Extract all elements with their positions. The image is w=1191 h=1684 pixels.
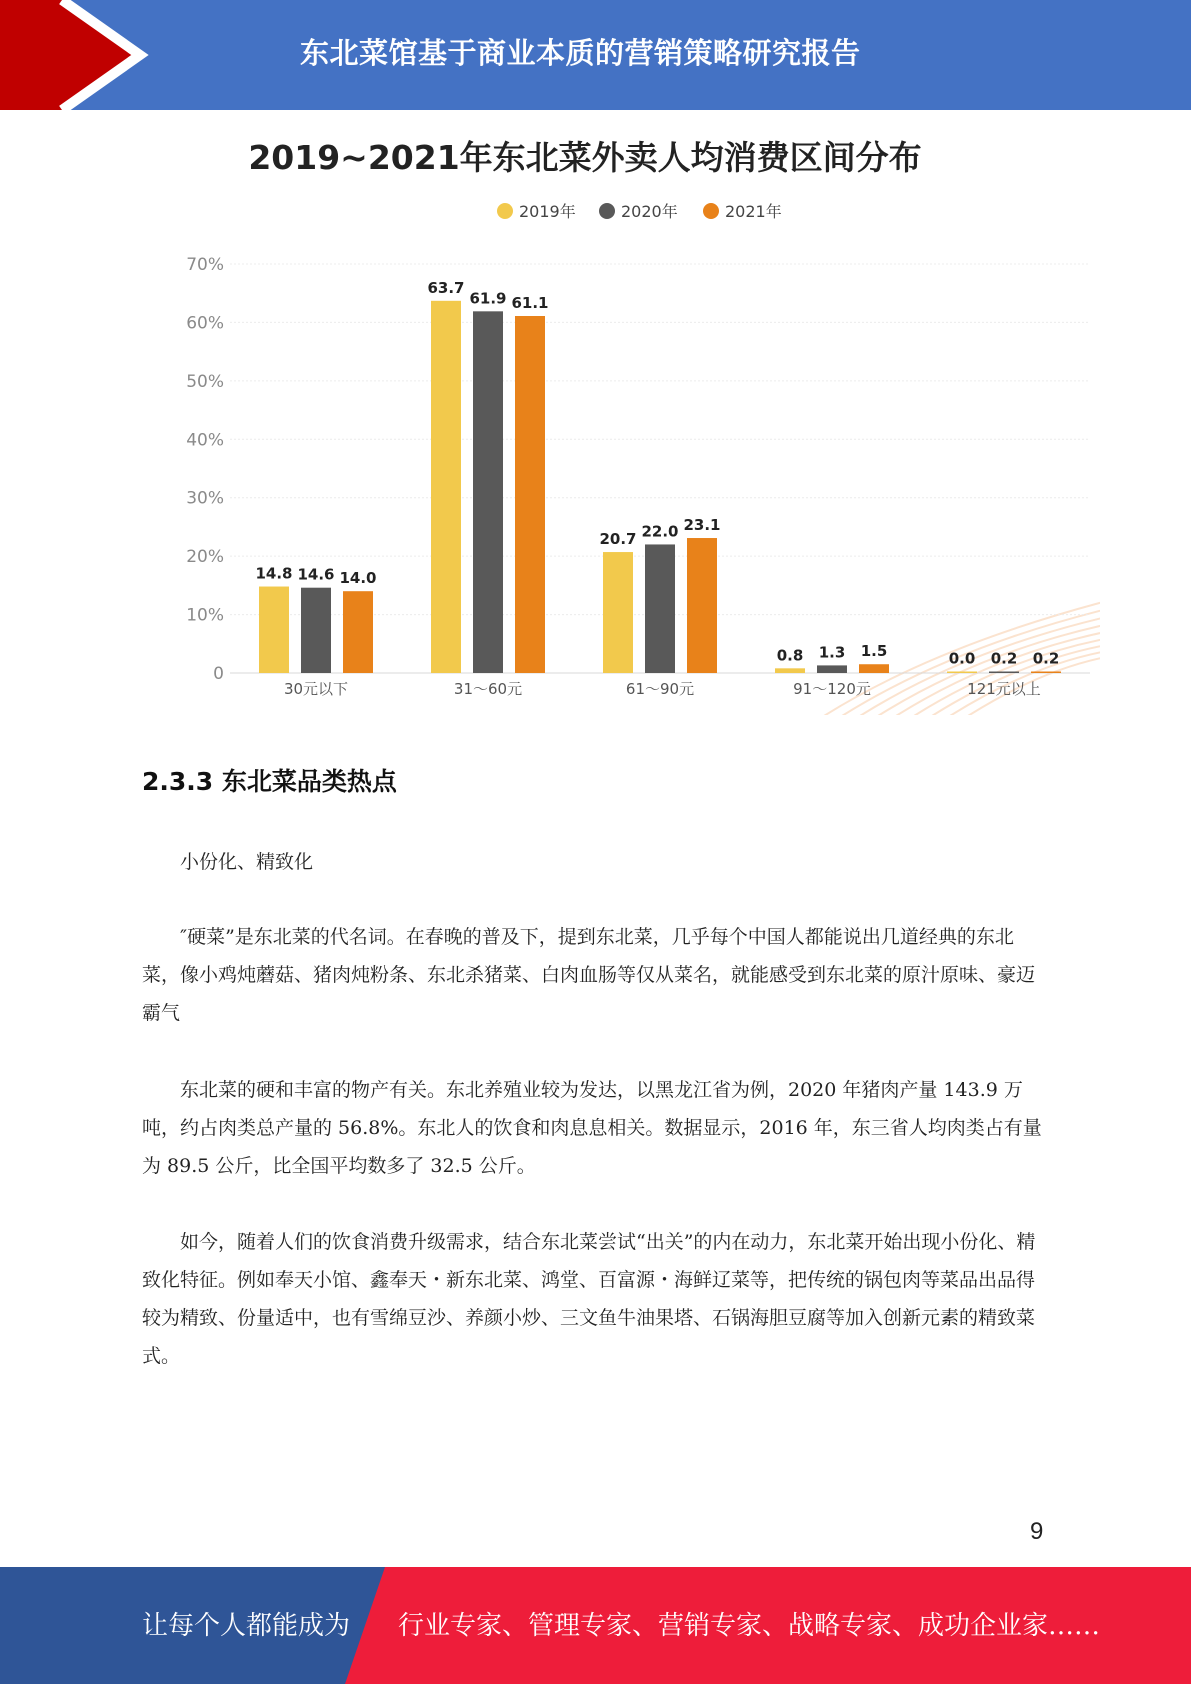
y-tick-label: 40%	[186, 430, 224, 451]
footer-slogan-right: 行业专家、管理专家、营销专家、战略专家、成功企业家……	[398, 1611, 1101, 1641]
bar-value-label: 1.5	[860, 642, 888, 661]
bar-value-label: 23.1	[683, 516, 721, 535]
legend-swatch	[599, 203, 615, 219]
header-banner	[0, 0, 1191, 110]
y-tick-label: 0	[213, 664, 224, 684]
chart-legend	[497, 202, 782, 221]
y-tick-label: 20%	[186, 547, 224, 568]
chart-title: 2019~2021年东北菜外卖人均消费区间分布	[248, 138, 922, 177]
legend-label: 2021年	[725, 202, 782, 221]
bar-value-label: 22.0	[641, 522, 679, 541]
x-tick-label: 121元以上	[967, 680, 1041, 698]
y-tick-label: 50%	[186, 371, 224, 392]
x-tick-label: 91～120元	[793, 680, 871, 698]
legend-swatch	[703, 203, 719, 219]
bar-chart	[170, 125, 1100, 715]
section-heading: 2.3.3 东北菜品类热点	[142, 767, 397, 796]
y-tick-label: 30%	[186, 488, 224, 509]
x-tick-label: 30元以下	[283, 680, 349, 698]
bar-value-label: 61.9	[469, 289, 507, 308]
decorative-curve	[864, 617, 1100, 715]
legend-label: 2019年	[519, 202, 576, 221]
section-subtitle: 小份化、精致化	[180, 851, 314, 873]
y-tick-label: 70%	[186, 255, 224, 275]
bar-value-label: 63.7	[427, 278, 465, 297]
bar-value-label: 1.3	[818, 643, 846, 662]
x-tick-label: 61～90元	[625, 680, 695, 698]
y-tick-label: 60%	[186, 313, 224, 334]
bar	[817, 665, 847, 673]
bar-value-label: 0.0	[948, 649, 976, 668]
bar	[473, 311, 503, 673]
paragraph-1: ″硬菜”是东北菜的代名词。在春晚的普及下，提到东北菜，几乎每个中国人都能说出几道经典的东北菜，像小鸡炖蘑菇、猪肉炖粉条、东北杀猪菜、白肉血肠等仅从菜名，就能感受到东北菜的原汁原味、豪迈霸气	[142, 926, 1036, 1024]
bar	[645, 544, 675, 673]
y-axis-ticks	[186, 255, 224, 684]
bar-value-label: 61.1	[511, 294, 549, 313]
bar	[515, 316, 545, 673]
bar	[603, 552, 633, 673]
legend-swatch	[497, 203, 513, 219]
bar-value-label: 14.0	[339, 569, 377, 588]
bar-value-label: 20.7	[599, 530, 637, 549]
bar-value-label: 14.8	[255, 564, 293, 583]
y-tick-label: 10%	[186, 605, 224, 626]
bar	[859, 664, 889, 673]
bar-value-label: 0.2	[1032, 649, 1060, 668]
footer-slogan-left: 让每个人都能成为	[142, 1611, 351, 1641]
paragraph-2: 东北菜的硬和丰富的物产有关。东北养殖业较为发达，以黑龙江省为例，2020 年猪肉产量 143.9 万吨，约占肉类总产量的 56.8%。东北人的饮食和肉息息相关。数据显示，2016 年，东三省人均肉类占有量为 89.5 公斤，比全国平均数多了 32.5 公斤。	[142, 1079, 1042, 1177]
bar	[775, 668, 805, 673]
bar	[687, 538, 717, 673]
bar	[1031, 672, 1061, 674]
legend-label: 2020年	[621, 202, 678, 221]
bar	[301, 588, 331, 673]
bar	[431, 301, 461, 673]
bar	[259, 587, 289, 673]
bar	[947, 672, 977, 674]
page-number: 9	[1030, 1518, 1044, 1545]
bar-value-label: 14.6	[297, 565, 335, 584]
bar-chart-svg	[170, 125, 1100, 715]
bar	[343, 591, 373, 673]
chart-bars	[259, 301, 1061, 673]
bar-value-label: 0.2	[990, 649, 1018, 668]
report-title: 东北菜馆基于商业本质的营销策略研究报告	[300, 36, 861, 70]
paragraph-3: 如今，随着人们的饮食消费升级需求，结合东北菜尝试“出关”的内在动力，东北菜开始出现小份化、精致化特征。例如奉天小馆、鑫奉天・新东北菜、鸿堂、百富源・海鲜辽菜等，把传统的锅包肉等菜品出品得较为精致、份量适中，也有雪绵豆沙、养颜小炒、三文鱼牛油果塔、石锅海胆豆腐等加入创新元素的精致菜式。	[142, 1231, 1036, 1367]
x-tick-label: 31～60元	[453, 680, 523, 698]
footer-banner	[0, 1567, 1191, 1684]
bar-value-label: 0.8	[776, 646, 804, 665]
bar	[989, 672, 1019, 674]
